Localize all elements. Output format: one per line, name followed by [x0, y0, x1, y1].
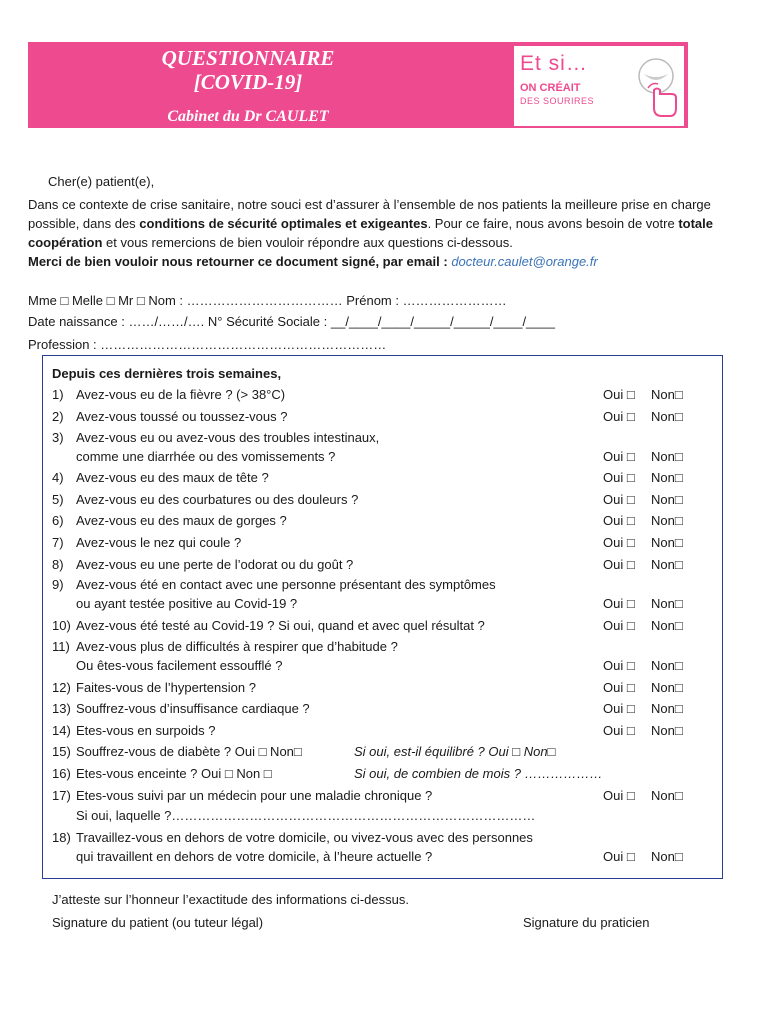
q12-number: 12)	[52, 680, 71, 695]
q1-oui[interactable]: Oui □	[603, 387, 635, 402]
q14-oui[interactable]: Oui □	[603, 723, 635, 738]
q7-text: Avez-vous le nez qui coule ?	[76, 535, 242, 550]
q7-non[interactable]: Non□	[651, 535, 683, 550]
identity-line-3[interactable]: Profession : …………………………………………………………	[28, 337, 387, 352]
q1-non[interactable]: Non□	[651, 387, 683, 402]
q6-non[interactable]: Non□	[651, 513, 683, 528]
header-banner	[28, 42, 688, 128]
q6-number: 6)	[52, 513, 64, 528]
q4-non[interactable]: Non□	[651, 470, 683, 485]
q11-number: 11)	[52, 639, 70, 654]
q10-number: 10)	[52, 618, 71, 633]
q2-oui[interactable]: Oui □	[603, 409, 635, 424]
intro-text-3: et vous remercions de bien vouloir répondre aux questions ci-dessous.	[102, 235, 513, 250]
q5-non[interactable]: Non□	[651, 492, 683, 507]
q12-oui[interactable]: Oui □	[603, 680, 635, 695]
q2-text: Avez-vous toussé ou toussez-vous ?	[76, 409, 288, 424]
title-line-1: QUESTIONNAIRE	[161, 46, 335, 70]
q11-text-a: Avez-vous plus de difficultés à respirer que d’habitude ?	[76, 639, 398, 654]
intro-bold-2: totale coopération	[28, 216, 713, 250]
q13-text: Souffrez-vous d’insuffisance cardiaque ?	[76, 701, 310, 716]
q13-number: 13)	[52, 701, 71, 716]
q13-oui[interactable]: Oui □	[603, 701, 635, 716]
q2-number: 2)	[52, 409, 64, 424]
q14-text: Etes-vous en surpoids ?	[76, 723, 216, 738]
identity-line-1[interactable]: Mme □ Melle □ Mr □ Nom : ……………………………… Prénom : ……………………	[28, 293, 507, 308]
q17-number: 17)	[52, 788, 71, 803]
logo-line-1: Et si…	[520, 52, 588, 75]
q3-text-a: Avez-vous eu ou avez-vous des troubles intestinaux,	[76, 430, 380, 445]
q5-text: Avez-vous eu des courbatures ou des douleurs ?	[76, 492, 359, 507]
return-instruction	[28, 253, 598, 271]
q12-text: Faites-vous de l’hypertension ?	[76, 680, 256, 695]
q11-non[interactable]: Non□	[651, 658, 683, 673]
q4-number: 4)	[52, 470, 64, 485]
q13-non[interactable]: Non□	[651, 701, 683, 716]
q17-oui[interactable]: Oui □	[603, 788, 635, 803]
q1-number: 1)	[52, 387, 64, 402]
document-title	[28, 46, 468, 94]
logo-line-2: ON CRÉAIT	[520, 82, 581, 94]
q3-non[interactable]: Non□	[651, 449, 683, 464]
logo-line-3: DES SOURIRES	[520, 96, 595, 106]
q17-non[interactable]: Non□	[651, 788, 683, 803]
q3-text-b: comme une diarrhée ou des vomissements ?	[76, 449, 336, 464]
q17-text: Etes-vous suivi par un médecin pour une maladie chronique ?	[76, 788, 433, 803]
q18-oui[interactable]: Oui □	[603, 849, 635, 864]
q5-number: 5)	[52, 492, 64, 507]
q16-text[interactable]: Etes-vous enceinte ? Oui □ Non □	[76, 766, 272, 781]
intro-paragraph	[28, 195, 718, 252]
q9-number: 9)	[52, 577, 64, 592]
attestation: J’atteste sur l’honneur l’exactitude des informations ci-dessus.	[52, 892, 409, 907]
q14-non[interactable]: Non□	[651, 723, 683, 738]
q9-oui[interactable]: Oui □	[603, 596, 635, 611]
q15-followup[interactable]: Si oui, est-il équilibré ? Oui □ Non□	[354, 744, 556, 759]
intro-text-1: Dans ce contexte de crise sanitaire, notre souci est d’assurer à l’ensemble de nos patients la meilleure prise en charge possible, dans des	[28, 197, 711, 231]
q1-text: Avez-vous eu de la fièvre ? (> 38°C)	[76, 387, 286, 402]
q8-number: 8)	[52, 557, 64, 572]
q7-number: 7)	[52, 535, 64, 550]
smile-hand-icon	[634, 56, 680, 120]
q5-oui[interactable]: Oui □	[603, 492, 635, 507]
q18-text-a: Travaillez-vous en dehors de votre domicile, ou vivez-vous avec des personnes	[76, 830, 533, 845]
intro-bold-1: conditions de sécurité optimales et exigeantes	[139, 216, 428, 231]
q6-oui[interactable]: Oui □	[603, 513, 635, 528]
q15-number: 15)	[52, 744, 71, 759]
q8-non[interactable]: Non□	[651, 557, 683, 572]
q9-non[interactable]: Non□	[651, 596, 683, 611]
patient-signature-label: Signature du patient (ou tuteur légal)	[52, 915, 264, 930]
q11-oui[interactable]: Oui □	[603, 658, 635, 673]
q4-oui[interactable]: Oui □	[603, 470, 635, 485]
q8-text: Avez-vous eu une perte de l’odorat ou du goût ?	[76, 557, 354, 572]
logo	[514, 46, 684, 126]
cabinet-name: Cabinet du Dr CAULET	[167, 108, 329, 125]
q16-number: 16)	[52, 766, 71, 781]
q6-text: Avez-vous eu des maux de gorges ?	[76, 513, 287, 528]
identity-line-2[interactable]: Date naissance : ……/……/…. N° Sécurité Sociale : __/____/____/_____/_____/____/____	[28, 314, 555, 329]
q9-text-b: ou ayant testée positive au Covid-19 ?	[76, 596, 298, 611]
title-line-2: [COVID-19]	[193, 70, 303, 94]
q18-non[interactable]: Non□	[651, 849, 683, 864]
q16-followup[interactable]: Si oui, de combien de mois ? ………………	[354, 766, 603, 781]
questionnaire-heading: Depuis ces dernières trois semaines,	[52, 366, 282, 381]
greeting: Cher(e) patient(e),	[48, 174, 155, 189]
q10-oui[interactable]: Oui □	[603, 618, 635, 633]
q3-oui[interactable]: Oui □	[603, 449, 635, 464]
q3-number: 3)	[52, 430, 64, 445]
practitioner-signature-label: Signature du praticien	[523, 915, 650, 930]
q18-number: 18)	[52, 830, 71, 845]
q8-oui[interactable]: Oui □	[603, 557, 635, 572]
intro-text-2: . Pour ce faire, nous avons besoin de votre	[427, 216, 679, 231]
q12-non[interactable]: Non□	[651, 680, 683, 695]
q7-oui[interactable]: Oui □	[603, 535, 635, 550]
q18-text-b: qui travaillent en dehors de votre domicile, à l’heure actuelle ?	[76, 849, 433, 864]
q2-non[interactable]: Non□	[651, 409, 683, 424]
email-link[interactable]: docteur.caulet@orange.fr	[451, 254, 598, 269]
q10-text: Avez-vous été testé au Covid-19 ? Si oui, quand et avec quel résultat ?	[76, 618, 485, 633]
q4-text: Avez-vous eu des maux de tête ?	[76, 470, 269, 485]
q10-non[interactable]: Non□	[651, 618, 683, 633]
q14-number: 14)	[52, 723, 71, 738]
merci-text: Merci de bien vouloir nous retourner ce document signé, par email :	[28, 254, 452, 269]
q15-text[interactable]: Souffrez-vous de diabète ? Oui □ Non□	[76, 744, 302, 759]
q17-which[interactable]: Si oui, laquelle ?…………………………………………………………………………	[76, 808, 536, 823]
q9-text-a: Avez-vous été en contact avec une personne présentant des symptômes	[76, 577, 496, 592]
q11-text-b: Ou êtes-vous facilement essoufflé ?	[76, 658, 283, 673]
